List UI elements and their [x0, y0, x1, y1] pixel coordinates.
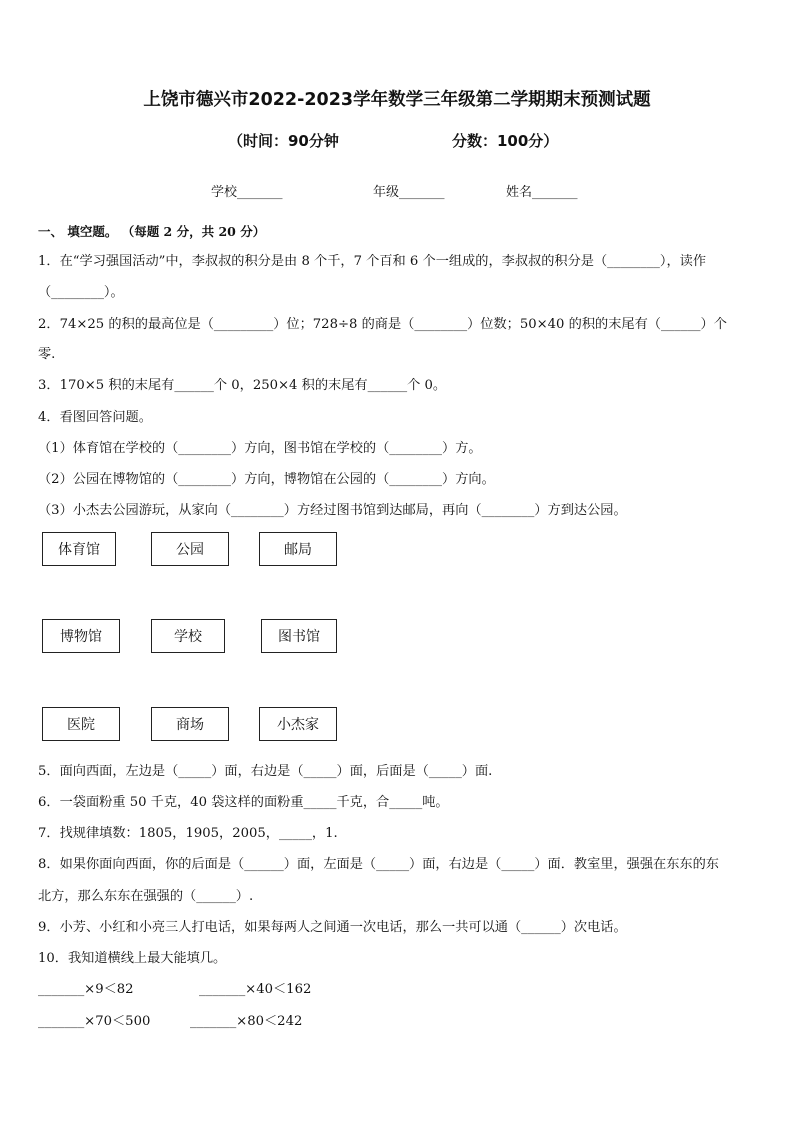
question-9: 9．小芳、小红和小亮三人打电话，如果每两人之间通一次电话，那么一共可以通（______）次电话。 [38, 920, 627, 935]
question-1-line-1: 1．在“学习强国活动”中，李叔叔的积分是由 8 个千，7 个百和 6 个一组成的，李叔叔的积分是（________），读作 [38, 254, 707, 269]
map-box-gym: 体育馆 [42, 532, 116, 566]
name-field: 姓名_______ [506, 185, 578, 200]
question-7: 7．找规律填数：1805，1905，2005，_____，1. [38, 826, 338, 841]
question-2-line-1: 2．74×25 的积的最高位是（_________）位；728÷8 的商是（________）位数；50×40 的积的末尾有（______）个 [38, 317, 727, 332]
question-4-1: （1）体育馆在学校的（________）方向，图书馆在学校的（________）方。 [38, 441, 482, 456]
question-10: 10．我知道横线上最大能填几。 [38, 951, 227, 966]
question-10-a: _______×9＜82 [38, 982, 134, 997]
question-4: 4．看图回答问题。 [38, 410, 152, 425]
question-2-line-2: 零. [38, 347, 56, 362]
question-10-c: _______×70＜500 [38, 1014, 151, 1029]
question-6: 6．一袋面粉重 50 千克，40 袋这样的面粉重_____千克，合_____吨。 [38, 795, 449, 810]
question-5: 5．面向西面，左边是（_____）面，右边是（_____）面，后面是（_____）面. [38, 764, 493, 779]
question-10-d: _______×80＜242 [190, 1014, 303, 1029]
exam-time: （时间：90分钟 [228, 132, 339, 150]
grade-field: 年级_______ [373, 185, 445, 200]
map-box-post-office: 邮局 [259, 532, 337, 566]
map-box-mall: 商场 [151, 707, 229, 741]
map-box-park: 公园 [151, 532, 229, 566]
map-box-hospital: 医院 [42, 707, 120, 741]
map-box-school: 学校 [151, 619, 225, 653]
question-3: 3．170×5 积的末尾有______个 0，250×4 积的末尾有______个 0。 [38, 378, 447, 393]
school-field: 学校_______ [211, 185, 283, 200]
exam-score: 分数：100分） [452, 132, 559, 150]
question-8-line-2: 北方，那么东东在强强的（______）. [38, 889, 254, 904]
question-1-line-2: （________）。 [38, 285, 124, 300]
question-10-b: _______×40＜162 [199, 982, 312, 997]
question-4-3: （3）小杰去公园游玩，从家向（________）方经过图书馆到达邮局，再向（________）方到达公园。 [38, 503, 627, 518]
map-box-library: 图书馆 [261, 619, 337, 653]
map-box-museum: 博物馆 [42, 619, 120, 653]
page-title: 上饶市德兴市2022-2023学年数学三年级第二学期期末预测试题 [143, 90, 651, 110]
section-title: 一、 填空题。 （每题 2 分，共 20 分） [38, 224, 266, 239]
map-box-home: 小杰家 [259, 707, 337, 741]
question-4-2: （2）公园在博物馆的（________）方向，博物馆在公园的（________）方向。 [38, 472, 495, 487]
question-8-line-1: 8．如果你面向西面，你的后面是（______）面，左面是（_____）面，右边是（_____）面．教室里，强强在东东的东 [38, 857, 719, 872]
